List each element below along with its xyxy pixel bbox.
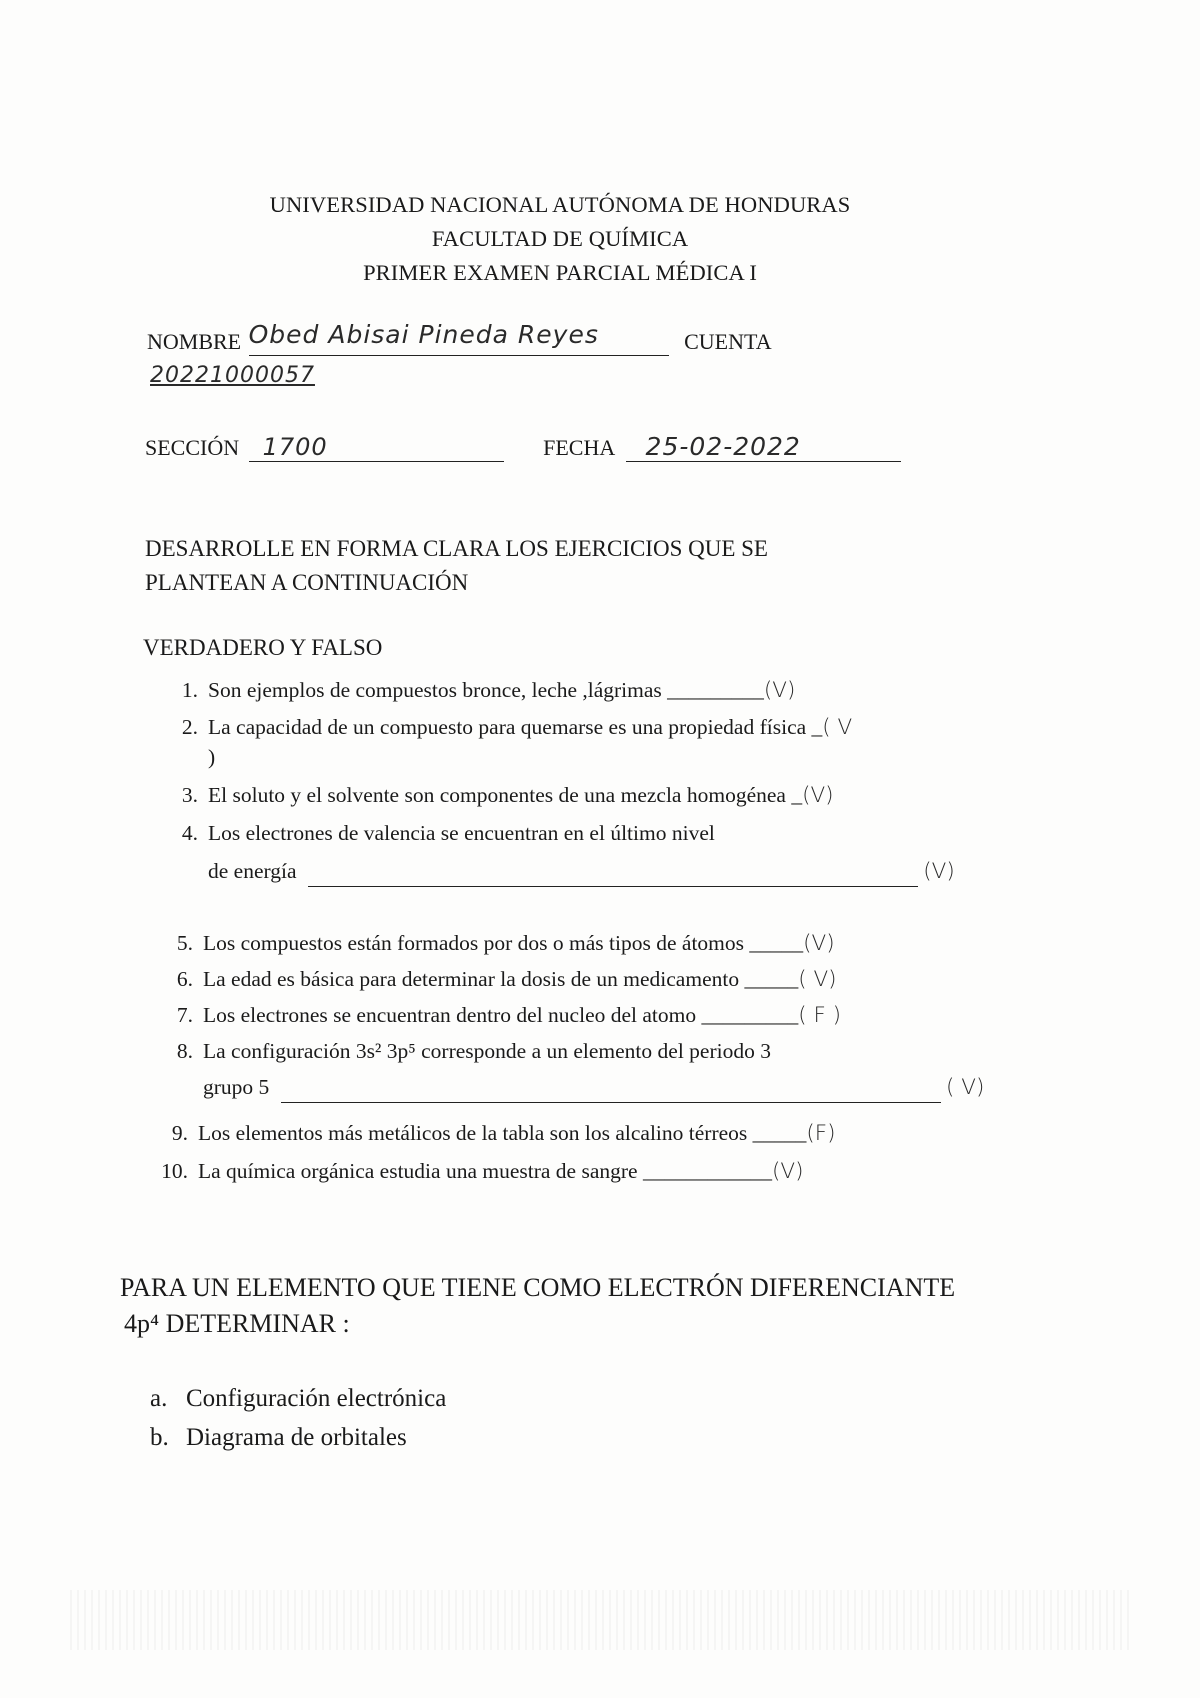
question-8-continuation — [203, 1072, 984, 1103]
question-number: 5. — [176, 931, 193, 955]
answer-mark: (V) — [802, 783, 834, 808]
answer-blank: _________ — [701, 1003, 799, 1027]
answer-mark: ( V) — [798, 967, 837, 992]
answer-mark: (V) — [771, 1159, 804, 1184]
date-label: FECHA — [543, 435, 615, 460]
answer-mark: ( V — [822, 715, 853, 740]
answer-blank: _ — [811, 715, 823, 739]
question-2 — [160, 712, 852, 743]
part2-item-b — [150, 1424, 407, 1452]
question-number: 8. — [176, 1039, 193, 1063]
question-4 — [160, 818, 715, 848]
answer-blank: _____ — [752, 1121, 807, 1145]
item-text: Configuración electrónica — [186, 1385, 447, 1412]
question-3 — [160, 780, 834, 811]
question-5 — [155, 928, 835, 959]
section-row — [145, 432, 901, 462]
name-row — [147, 320, 772, 356]
answer-line — [308, 856, 918, 887]
question-text: Los elementos más metálicos de la tabla son los alcalino térreos — [198, 1121, 748, 1145]
question-continuation: ) — [208, 745, 216, 769]
exam-title: PRIMER EXAMEN PARCIAL MÉDICA I — [363, 260, 757, 285]
account-label: CUENTA — [684, 329, 772, 354]
name-label: NOMBRE — [147, 329, 242, 354]
question-8 — [155, 1036, 771, 1066]
part2-line-1: PARA UN ELEMENTO QUE TIENE COMO ELECTRÓN DIFERENCIANTE — [120, 1273, 956, 1302]
question-10 — [150, 1156, 803, 1187]
question-number: 4. — [181, 821, 198, 845]
date-line — [626, 432, 901, 462]
answer-mark: (V) — [763, 678, 796, 703]
question-text: La capacidad de un compuesto para quemarse es una propiedad física — [208, 715, 807, 739]
question-9 — [150, 1118, 836, 1149]
question-number: 3. — [181, 783, 198, 807]
answer-mark: (V) — [923, 859, 955, 884]
item-text: Diagrama de orbitales — [186, 1424, 407, 1451]
question-number: 6. — [176, 967, 193, 991]
answer-blank: ____________ — [642, 1159, 772, 1183]
question-text: El soluto y el solvente son componentes de una mezcla homogénea — [208, 783, 786, 807]
section-label: SECCIÓN — [145, 435, 240, 460]
section-value: 1700 — [262, 433, 328, 461]
answer-mark: (F) — [806, 1121, 836, 1146]
question-7 — [155, 1000, 841, 1031]
answer-line — [281, 1072, 941, 1103]
answer-mark: ( V) — [946, 1075, 985, 1100]
answer-mark: (V) — [803, 931, 835, 956]
answer-blank: _________ — [667, 678, 764, 702]
instructions-line-1: DESARROLLE EN FORMA CLARA LOS EJERCICIOS QUE SE — [145, 536, 768, 561]
name-value: Obed Abisai Pineda Reyes — [248, 320, 599, 349]
name-line — [248, 320, 669, 356]
question-6 — [155, 964, 837, 995]
answer-mark: ( F ) — [798, 1003, 842, 1028]
part2-prompt — [120, 1270, 955, 1342]
question-number: 1. — [181, 678, 198, 702]
university-name: UNIVERSIDAD NACIONAL AUTÓNOMA DE HONDURAS — [269, 192, 851, 217]
part2-item-a — [150, 1385, 446, 1413]
question-number: 2. — [181, 715, 198, 739]
question-text: La química orgánica estudia una muestra de sangre — [198, 1159, 638, 1183]
question-1 — [160, 675, 795, 706]
question-2-continuation — [208, 742, 215, 772]
question-continuation: de energía — [208, 859, 297, 883]
instructions — [145, 532, 768, 600]
item-letter: b. — [150, 1424, 169, 1451]
question-4-continuation — [208, 856, 955, 887]
item-letter: a. — [150, 1385, 168, 1412]
answer-blank: _ — [791, 783, 803, 807]
scan-noise — [70, 1590, 1130, 1650]
question-text: Los compuestos están formados por dos o más tipos de átomos — [203, 931, 745, 955]
question-number: 7. — [176, 1003, 193, 1027]
question-number: 10. — [161, 1159, 188, 1183]
true-false-title: VERDADERO Y FALSO — [143, 635, 383, 660]
question-text: La configuración 3s² 3p⁵ corresponde a un elemento del periodo 3 — [203, 1039, 771, 1063]
faculty-name: FACULTAD DE QUÍMICA — [431, 226, 689, 251]
answer-blank: _____ — [744, 967, 799, 991]
exam-header — [0, 188, 1120, 290]
date-value: 25-02-2022 — [645, 432, 801, 461]
question-text: Son ejemplos de compuestos bronce, leche ,lágrimas — [208, 678, 662, 702]
question-continuation: grupo 5 — [203, 1075, 270, 1099]
section-line — [249, 433, 504, 462]
question-text: La edad es básica para determinar la dosis de un medicamento — [203, 967, 740, 991]
question-number: 9. — [171, 1121, 188, 1145]
instructions-line-2: PLANTEAN A CONTINUACIÓN — [145, 570, 469, 595]
account-row — [150, 362, 315, 388]
question-text: Los electrones de valencia se encuentran en el último nivel — [208, 821, 715, 845]
account-value: 20221000057 — [150, 363, 315, 388]
question-text: Los electrones se encuentran dentro del nucleo del atomo — [203, 1003, 697, 1027]
part2-line-2: 4p⁴ DETERMINAR : — [124, 1309, 350, 1338]
answer-blank: _____ — [749, 931, 804, 955]
